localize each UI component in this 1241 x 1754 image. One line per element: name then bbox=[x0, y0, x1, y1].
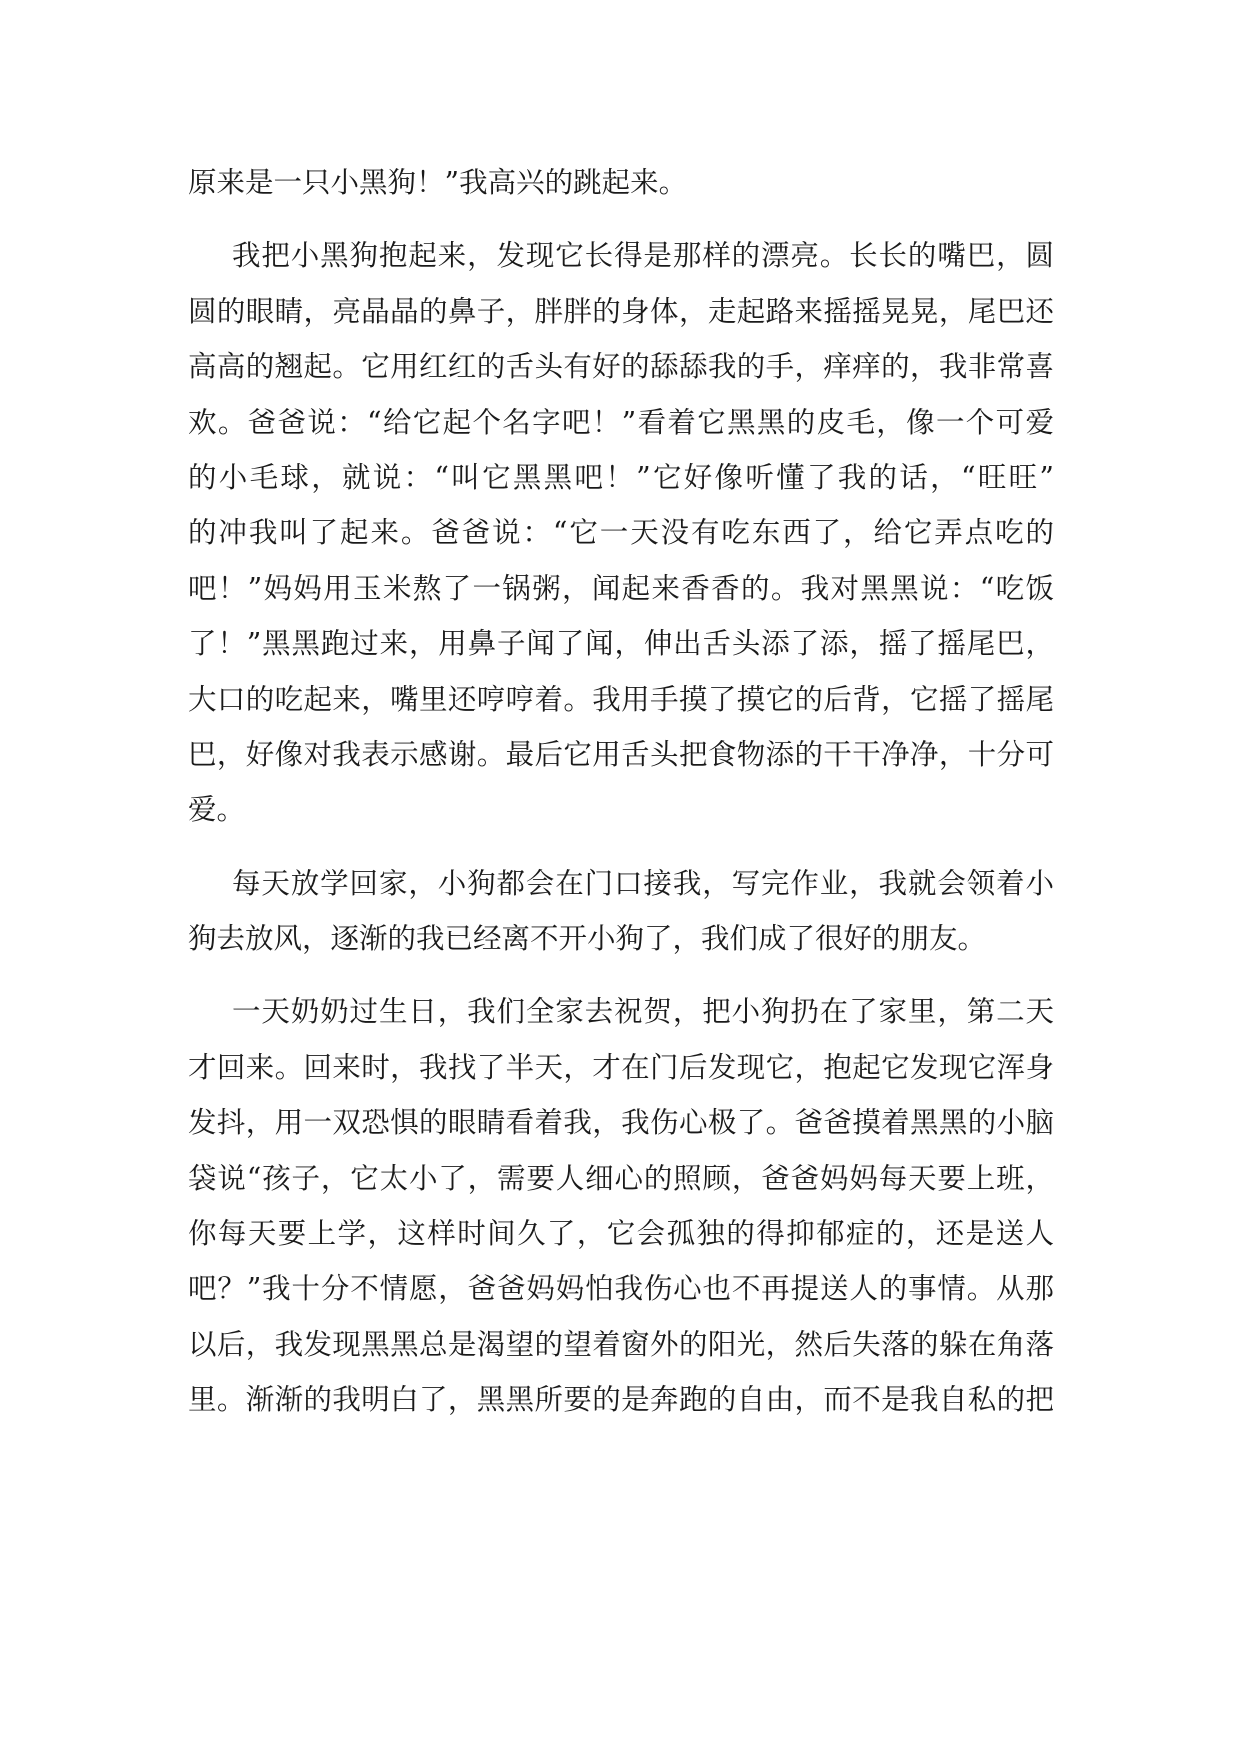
text-line: 大口的吃起来，嘴里还哼哼着。我用手摸了摸它的后背，它摇了摇尾 bbox=[188, 682, 1054, 716]
text-line: 高高的翘起。它用红红的舌头有好的舔舔我的手，痒痒的，我非常喜 bbox=[188, 350, 1054, 384]
text-line: 的冲我叫了起来。爸爸说：“它一天没有吃东西了，给它弄点吃的 bbox=[188, 516, 1054, 550]
text-line: 里。渐渐的我明白了，黑黑所要的是奔跑的自由，而不是我自私的把 bbox=[188, 1383, 1054, 1417]
text-line: 才回来。回来时，我找了半天，才在门后发现它，抱起它发现它浑身 bbox=[188, 1050, 1054, 1084]
text-line: 的小毛球，就说：“叫它黑黑吧！”它好像听懂了我的话，“旺旺” bbox=[188, 460, 1054, 494]
text-line: 爱。 bbox=[188, 793, 246, 827]
document-body bbox=[188, 155, 1054, 1428]
text-line: 你每天要上学，这样时间久了，它会孤独的得抑郁症的，还是送人 bbox=[188, 1217, 1054, 1251]
text-line: 吧！”妈妈用玉米熬了一锅粥，闻起来香香的。我对黑黑说：“吃饭 bbox=[188, 571, 1054, 605]
text-line: 我把小黑狗抱起来，发现它长得是那样的漂亮。长长的嘴巴，圆 bbox=[232, 239, 1054, 273]
text-line: 狗去放风，逐渐的我已经离不开小狗了，我们成了很好的朋友。 bbox=[188, 922, 987, 956]
paragraph-gap bbox=[188, 966, 1054, 984]
text-line: 原来是一只小黑狗！”我高兴的跳起来。 bbox=[188, 166, 688, 199]
text-line: 巴，好像对我表示感谢。最后它用舌头把食物添的干干净净，十分可 bbox=[188, 737, 1054, 771]
text-line: 吧？”我十分不情愿，爸爸妈妈怕我伤心也不再提送人的事情。从那 bbox=[188, 1272, 1054, 1306]
text-line: 一天奶奶过生日，我们全家去祝贺，把小狗扔在了家里，第二天 bbox=[232, 995, 1054, 1029]
text-line: 以后，我发现黑黑总是渴望的望着窗外的阳光，然后失落的躲在角落 bbox=[188, 1327, 1054, 1361]
text-line: 发抖，用一双恐惧的眼睛看着我，我伤心极了。爸爸摸着黑黑的小脑 bbox=[188, 1106, 1054, 1140]
paragraph-gap bbox=[188, 838, 1054, 856]
text-line: 圆的眼睛，亮晶晶的鼻子，胖胖的身体，走起路来摇摇晃晃，尾巴还 bbox=[188, 294, 1054, 328]
text-line: 欢。爸爸说：“给它起个名字吧！”看着它黑黑的皮毛，像一个可爱 bbox=[188, 405, 1054, 439]
paragraph-gap bbox=[188, 210, 1054, 228]
text-line: 每天放学回家，小狗都会在门口接我，写完作业，我就会领着小 bbox=[232, 866, 1054, 900]
text-line: 了！”黑黑跑过来，用鼻子闻了闻，伸出舌头添了添，摇了摇尾巴， bbox=[188, 627, 1054, 661]
text-line: 袋说“孩子，它太小了，需要人细心的照顾，爸爸妈妈每天要上班， bbox=[188, 1161, 1054, 1195]
